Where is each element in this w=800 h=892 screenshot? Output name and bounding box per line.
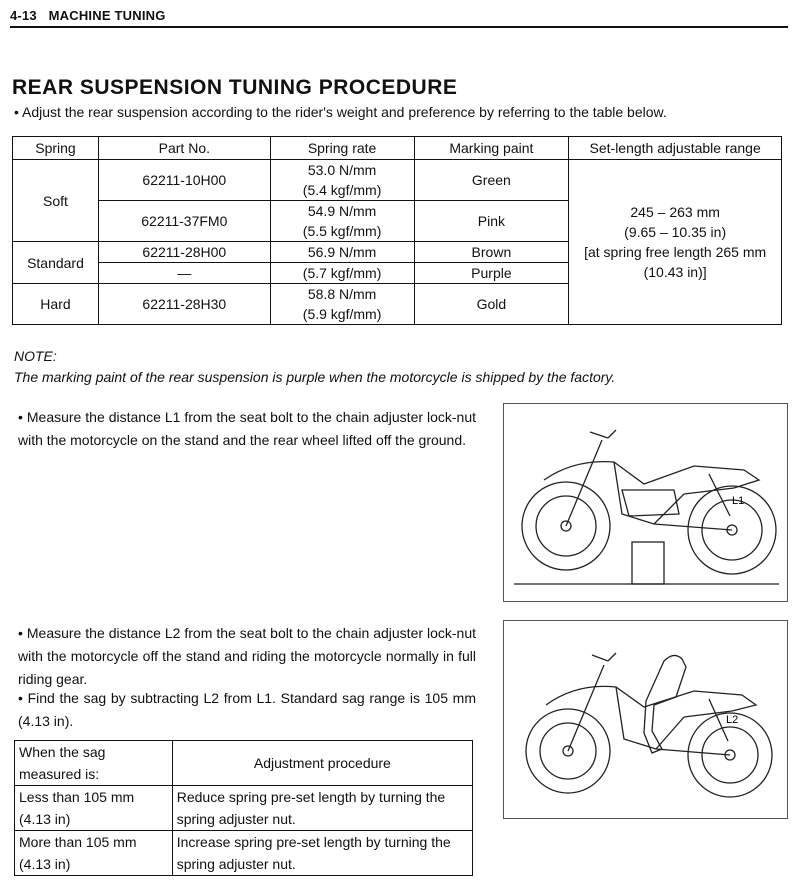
marking-paint: Green <box>414 160 569 201</box>
spring-rate: 56.9 N/mm <box>270 242 414 263</box>
figure-motorcycle-on-stand <box>503 403 788 602</box>
table-row <box>15 786 473 831</box>
adjustment-procedure: Reduce spring pre-set length by turning the spring adjuster nut. <box>172 786 472 831</box>
figure1-label: L1 <box>732 495 745 507</box>
part-no: — <box>98 263 270 284</box>
note-label: NOTE: <box>14 348 57 364</box>
table-row <box>13 160 782 201</box>
note-text: The marking paint of the rear suspension is purple when the motorcycle is shipped by the factory. <box>14 369 616 385</box>
table-header-row <box>15 741 473 786</box>
part-no: 62211-10H00 <box>98 160 270 201</box>
section-title: MACHINE TUNING <box>48 8 166 23</box>
motorcycle-with-rider-icon <box>504 621 787 818</box>
table-header-row <box>13 137 782 160</box>
motorcycle-on-stand-icon <box>504 404 787 601</box>
part-no: 62211-28H30 <box>98 284 270 325</box>
col-spring: Spring <box>13 137 99 160</box>
step-measure-l1: • Measure the distance L1 from the seat bolt to the chain adjuster lock-nut with the motorcycle on the stand and the rear wheel lifted off the ground. <box>18 409 476 448</box>
spring-standard: Standard <box>13 242 99 284</box>
col-paint: Marking paint <box>414 137 569 160</box>
marking-paint: Brown <box>414 242 569 263</box>
sag-condition: Less than 105 mm (4.13 in) <box>15 786 173 831</box>
spring-rate: 58.8 N/mm (5.9 kgf/mm) <box>270 284 414 325</box>
spring-table <box>12 136 782 325</box>
header-rule <box>10 26 788 28</box>
spring-rate: 54.9 N/mm (5.5 kgf/mm) <box>270 201 414 242</box>
adjustable-range: 245 – 263 mm (9.65 – 10.35 in) [at spring free length 265 mm (10.43 in)] <box>569 160 782 325</box>
page-title: REAR SUSPENSION TUNING PROCEDURE <box>12 76 458 99</box>
page-number: 4-13 <box>10 8 37 23</box>
table-row <box>15 831 473 876</box>
spring-soft: Soft <box>13 160 99 242</box>
figure-motorcycle-with-rider <box>503 620 788 819</box>
step-measure-l2: • Measure the distance L2 from the seat bolt to the chain adjuster lock-nut with the motorcycle off the stand and riding the motorcycle normally in full riding gear. <box>18 625 476 687</box>
intro-text: • Adjust the rear suspension according to the rider's weight and preference by referring to the table below. <box>14 104 667 120</box>
spring-rate: (5.7 kgf/mm) <box>270 263 414 284</box>
step-find-sag: • Find the sag by subtracting L2 from L1. Standard sag range is 105 mm (4.13 in). <box>18 690 476 729</box>
sag-table <box>14 740 473 876</box>
col-range: Set-length adjustable range <box>569 137 782 160</box>
adjustment-procedure: Increase spring pre-set length by turning the spring adjuster nut. <box>172 831 472 876</box>
spring-rate: 53.0 N/mm (5.4 kgf/mm) <box>270 160 414 201</box>
col-sag-measured: When the sag measured is: <box>15 741 173 786</box>
marking-paint: Pink <box>414 201 569 242</box>
part-no: 62211-28H00 <box>98 242 270 263</box>
col-adjustment: Adjustment procedure <box>172 741 472 786</box>
page-header <box>10 8 174 23</box>
spring-hard: Hard <box>13 284 99 325</box>
col-part: Part No. <box>98 137 270 160</box>
part-no: 62211-37FM0 <box>98 201 270 242</box>
figure2-label: L2 <box>726 714 739 726</box>
marking-paint: Purple <box>414 263 569 284</box>
col-rate: Spring rate <box>270 137 414 160</box>
marking-paint: Gold <box>414 284 569 325</box>
sag-condition: More than 105 mm (4.13 in) <box>15 831 173 876</box>
